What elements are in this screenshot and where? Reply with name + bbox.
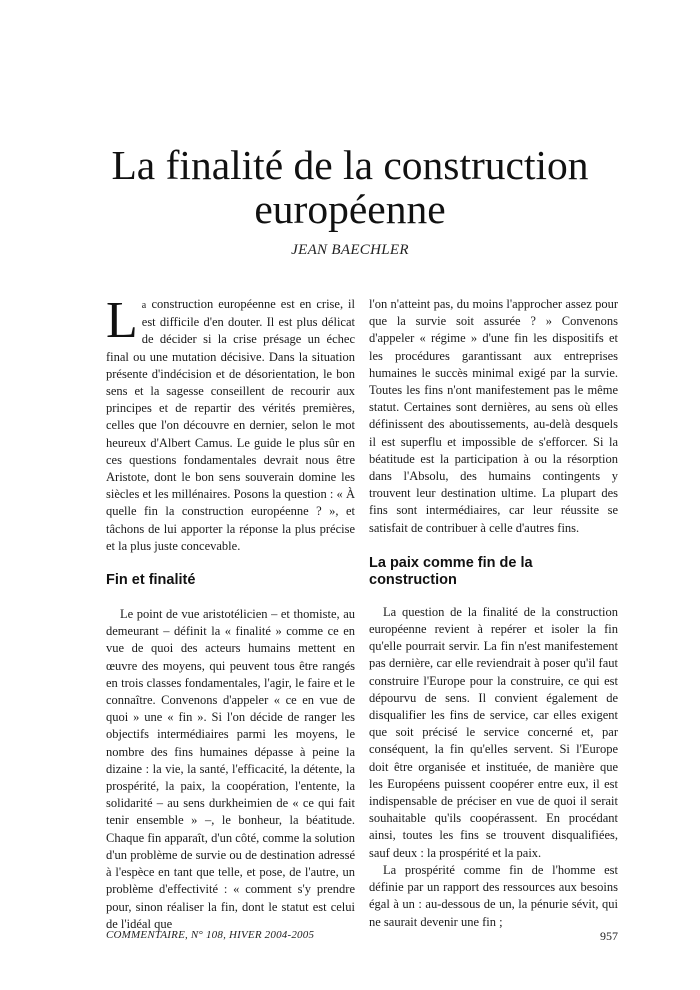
title-line-2: européenne — [254, 186, 446, 232]
intro-smallcaps: a — [141, 300, 147, 311]
article-title — [60, 143, 640, 231]
page-number: 957 — [600, 929, 618, 943]
title-line-1: La finalité de la construction — [111, 142, 589, 188]
section-heading-fin-et-finalite: Fin et finalité — [106, 572, 196, 589]
author-name: JEAN BAECHLER — [291, 242, 409, 258]
section2-paragraph-1: La question de la finalité de la construction européenne revient à repérer et isoler la fin qu'elle pourrait servir. La fin n'est manifestement pas dernière, car elle reviendrait à poser qu'il faut construire l'Europe pour la construire, ce qui est dépourvu de sens. Il convient également de disqualifier les fins de service, car elles exigent que soit précisé le service concerné et, par conséquent, la fin qu'elles servent. Si l'Europe doit être organisée et instituée, de manière que les Européens puissent coopérer entre eux, il est indispensable de préciser en vue de quoi il serait souhaitable qu'ils coopérassent. En procédant ainsi, toutes les fins se trouvent disqualifiées, sauf deux : la prospérité et la paix. — [369, 604, 618, 860]
left-column — [106, 292, 355, 933]
section2-paragraph-2: La prospérité comme fin de l'homme est définie par un rapport des ressources aux besoins égal à un : au-dessous de un, la pénurie sévit, qui ne saurait devenir une fin ; — [369, 862, 618, 929]
continuation-paragraph: l'on n'atteint pas, du moins l'approcher assez pour que la survie soit assurée ? » Convenons d'appeler « régime » d'une fin les dispositifs et les procédures garantissant aux entreprises humaines le succès minimal exigé par la survie. Toutes les fins n'ont manifestement pas le même statut. Certaines sont dernières, au sens où elles définissent des aboutissements, au-delà desquels il est superflu et impossible de s'efforcer. Si la béatitude est la participation à ou la résorption dans l'Absolu, des humains contingents y trouvent leur destination ultime. La plupart des fins sont intermédiaires, car leur réussite se satisfait de contribuer à celle d'autres fins. — [369, 297, 618, 535]
right-column — [369, 296, 618, 931]
section-heading-la-paix: La paix comme fin de la construction — [369, 554, 533, 588]
drop-cap: L — [106, 292, 138, 349]
journal-citation: COMMENTAIRE, N° 108, HIVER 2004-2005 — [106, 929, 315, 941]
intro-paragraph — [106, 292, 355, 555]
intro-text: construction européenne est en crise, il est difficile d'en douter. Il est plus délicat de décider si la crise présage un échec final ou une mutation décisive. Dans la situation présente d'indécision et de désorientation, le bon sens et la sagesse conseillent de recourir aux principes et de repartir des vérités premières, celles que l'on découvre en dernier, selon le mot heureux d'Albert Camus. Le guide le plus sûr en ces questions fondamentales devrait nous être Aristote, dont le bon sens souverain domine les siècles et les millénaires. Posons la question : « À quelle fin la construction européenne ? », et tâchons de lui apporter la réponse la plus précise et la plus juste concevable. — [106, 297, 355, 553]
section1-paragraph-1: Le point de vue aristotélicien – et thomiste, au demeurant – définit la « finalité » comme ce en vue de quoi des acteurs humains mettent en œuvre des moyens, qui peuvent tous être rangés en trois classes fondamentales, l'agir, le faire et le connaître. Convenons d'appeler « ce en vue de quoi » une « fin ». Si l'on décide de ranger les objectifs intermédiaires parmi les moyens, le nombre des fins humaines dépasse à peine la dizaine : la vie, la santé, l'efficacité, la détente, la prospérité, la paix, la coopération, l'entente, la solidarité – au sens durkheimien de « ce qui fait tenir ensemble » –, le bonheur, la béatitude. Chaque fin apparaît, d'un côté, comme la solution d'un problème de survie ou de destination adressé à l'espèce en tant que telle, et pose, de l'autre, un problème d'effectivité : « comment s'y prendre pour, sinon réaliser la fin, dont le statut est celui de l'idéal que — [106, 607, 355, 931]
